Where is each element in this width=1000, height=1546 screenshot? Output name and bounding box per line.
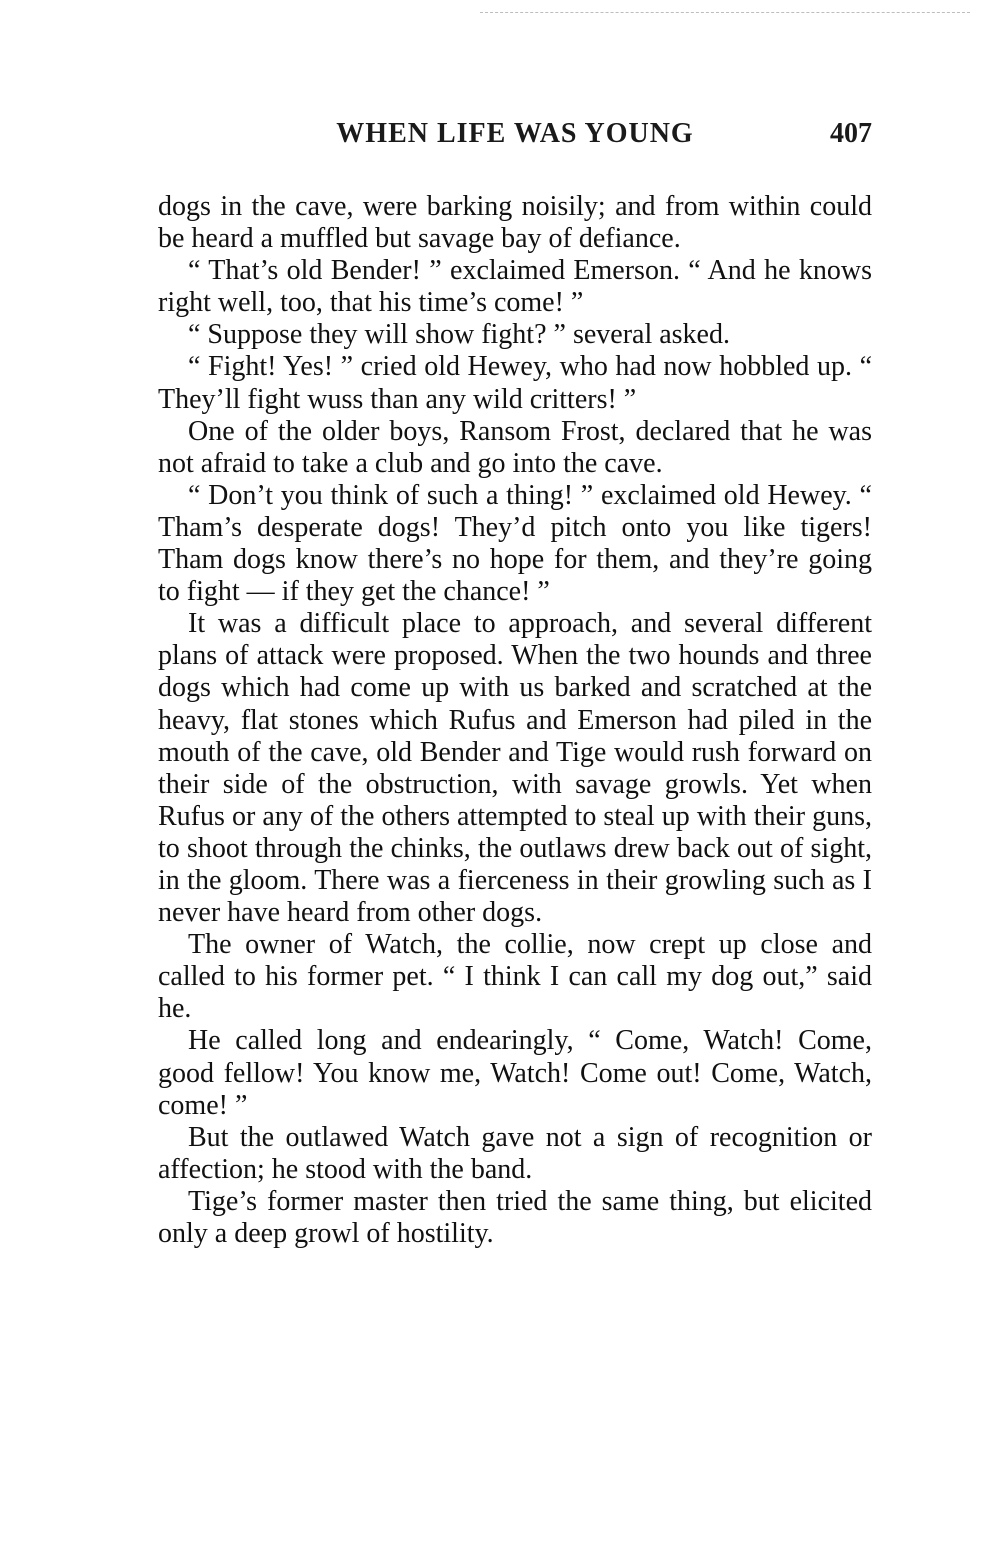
running-head: [158, 118, 872, 158]
running-head-title: WHEN LIFE WAS YOUNG: [336, 118, 694, 149]
paragraph: Tige’s former master then tried the same thing, but elicited only a deep growl of hostility.: [158, 1185, 872, 1249]
paragraph: The owner of Watch, the collie, now crept up close and called to his former pet. “ I think I can call my dog out,” said he.: [158, 929, 872, 1025]
paragraph: “ Fight! Yes! ” cried old Hewey, who had now hobbled up. “ They’ll fight wuss than any wild critters! ”: [158, 351, 872, 415]
paragraph: “ Don’t you think of such a thing! ” exclaimed old Hewey. “ Tham’s desperate dogs! They’d pitch onto you like tigers! Tham dogs know there’s no hope for them, and they’re going to fight — if they get the chance! ”: [158, 479, 872, 608]
paragraph: He called long and endearingly, “ Come, Watch! Come, good fellow! You know me, Watch! Come out! Come, Watch, come! ”: [158, 1025, 872, 1121]
page-number: 407: [830, 118, 872, 149]
body-text: [158, 191, 872, 1250]
paragraph: “ That’s old Bender! ” exclaimed Emerson. “ And he knows right well, too, that his time’s come! ”: [158, 255, 872, 319]
paragraph: It was a difficult place to approach, and several different plans of attack were proposed. When the two hounds and three dogs which had come up with us barked and scratched at the heavy, flat stones which Rufus and Emerson had piled in the mouth of the cave, old Bender and Tige would rush forward on their side of the obstruction, with savage growls. Yet when Rufus or any of the others attempted to steal up with their guns, to shoot through the chinks, the outlaws drew back out of sight, in the gloom. There was a fierceness in their growling such as I never have heard from other dogs.: [158, 608, 872, 929]
paragraph: But the outlawed Watch gave not a sign of recognition or affection; he stood with the band.: [158, 1121, 872, 1185]
scan-edge-rule: [480, 12, 970, 13]
paragraph: One of the older boys, Ransom Frost, declared that he was not afraid to take a club and go into the cave.: [158, 415, 872, 479]
paragraph: “ Suppose they will show fight? ” several asked.: [188, 319, 730, 351]
paragraph: dogs in the cave, were barking noisily; and from within could be heard a muffled but savage bay of defiance.: [158, 191, 872, 255]
